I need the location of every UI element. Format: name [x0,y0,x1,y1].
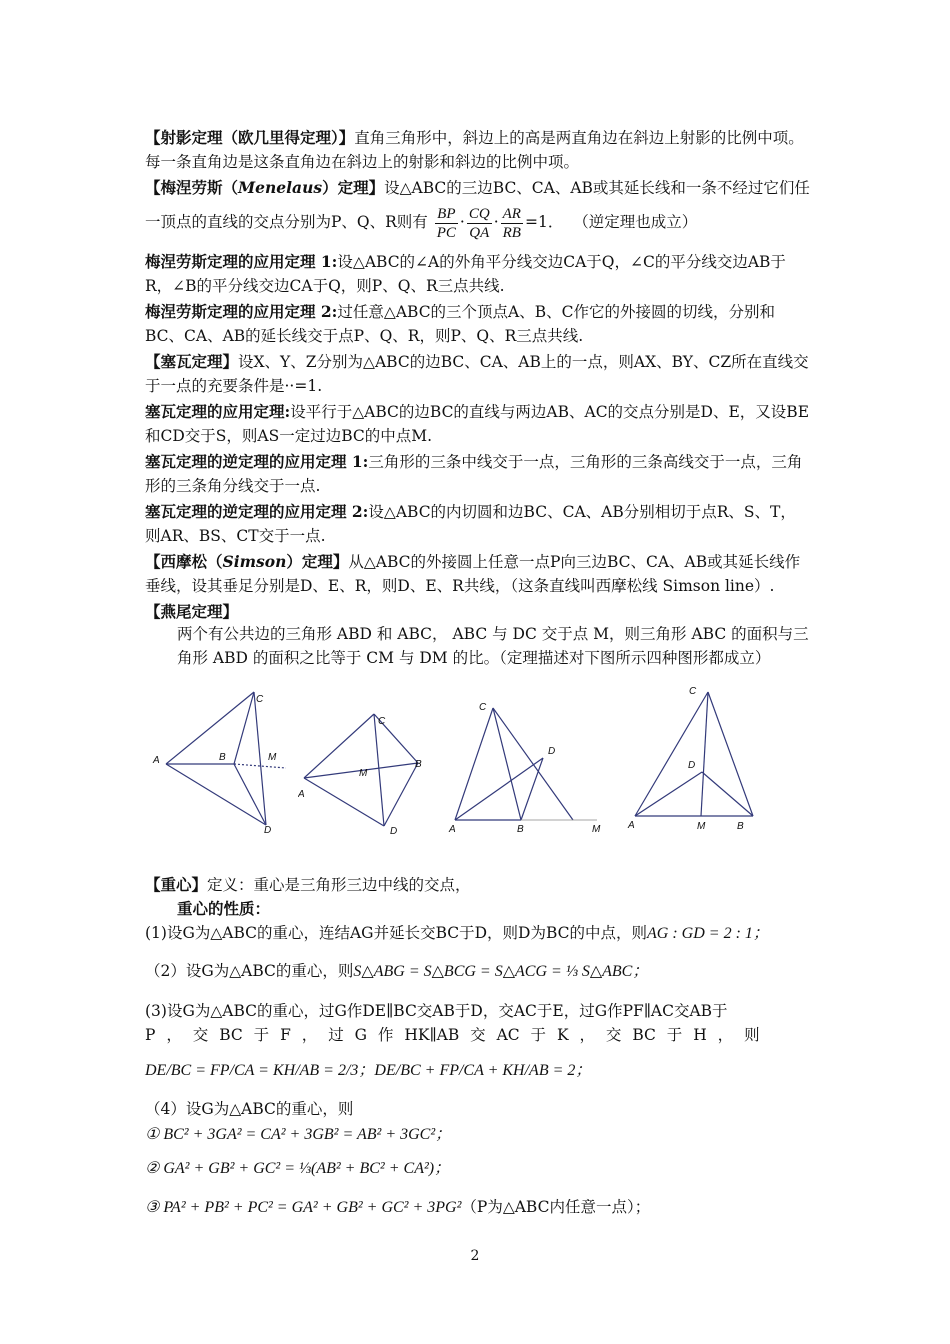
figure-2 [298,680,433,840]
simson-theorem [145,550,810,598]
simson-text: 从△ABC的外接圆上任意一点P向三边BC、CA、AB或其延长线作垂线，设其垂足分别是D、E、R，则D、E、R共线，（这条直线叫西摩松线 Simson line）. [145,553,801,595]
centroid-f3-line [145,1195,810,1220]
fig1-line-ac [166,692,254,764]
centroid-p2 [145,959,810,984]
fig3-label-b: B [517,824,524,835]
fig4-label-d: D [688,760,696,771]
swallowtail-title-line [145,600,810,624]
ceva-app-text: 设平行于△ABC的边BC的直线与两边AB、AC的交点分别是D、E，又设BE和CD交于S，则AS一定过边BC的中点M. [145,403,810,445]
centroid-def-line [145,873,810,897]
menelaus-eq-tail: =1． [524,213,564,231]
centroid-p2-formula: S△ABG = S△BCG = S△ACG = ⅓ S△ABC； [353,963,649,980]
fig3-line-md [521,758,543,820]
fig4-line-ad [635,772,702,816]
fig3-line-cm [493,708,521,820]
menelaus-app1-title: 梅涅劳斯定理的应用定理 1: [145,252,338,271]
fig1-label-b: B [219,752,226,763]
centroid-p3-formula: DE/BC = FP/CA = KH/AB = 2/3；DE/BC + FP/CA + KH/AB = 2； [145,1062,592,1079]
frac1-num: BP [435,205,458,224]
simson-title-pre: 【西摩松（ [145,552,223,571]
ceva-app-title: 塞瓦定理的应用定理: [145,402,291,421]
fig1-line-cb [234,692,254,764]
fig4-line-ac [635,692,708,816]
fig2-label-m: M [359,768,368,779]
fig3-line-ac [455,708,493,820]
fig2-label-a: A [298,789,305,800]
shadow-theorem-title: 【射影定理（欧几里得定理）】 [145,128,355,147]
simson-title-name: Simson [222,552,287,571]
figure-3 [445,680,610,840]
fig4-line-cm [701,692,708,816]
page-number: 2 [470,1248,480,1264]
fig3-label-d: D [548,746,556,757]
menelaus-text1: 设△ABC的三边BC、CA、AB或其延长线和一条不经过它们任 [384,179,810,197]
fig2-label-d: D [390,826,398,837]
fig4-label-m: M [697,821,706,832]
frac3-num: AR [502,205,521,222]
centroid-f1: ① BC² + 3GA² = CA² + 3GB² = AB² + 3GC²； [145,1126,452,1143]
centroid-p4: （4）设G为△ABC的重心，则 [145,1100,354,1118]
swallowtail-text: 两个有公共边的三角形 ABD 和 ABC， ABC 与 DC 交于点 M，则三角形 ABC 的面积与三角形 ABD 的面积之比等于 CM 与 DM 的比。（定理描述对下图所示四种图形都成立） [177,625,809,667]
figure-4 [625,680,760,840]
fig2-line-da [304,778,384,826]
menelaus-formula-line: 一顶点的直线的交点分别为P、Q、R则有 $\frac{BP}{PC}$ · $\frac{CQ}{QA}$ · $\frac{AR}{RB}$ =1． （逆定理也成立） [145,205,698,241]
menelaus-app2 [145,300,810,348]
fig3-label-a: A [449,824,456,835]
simson-title-post: ）定理】 [286,552,349,571]
fig1-label-m: M [268,752,277,763]
ceva-inv1-title: 塞瓦定理的逆定理的应用定理 1: [145,452,369,471]
frac2-num: CQ [468,205,490,222]
shadow-theorem [145,126,810,174]
centroid-p1 [145,921,825,946]
ceva-inv1-text: 三角形的三条中线交于一点，三角形的三条高线交于一点，三角形的三条角分线交于一点. [145,453,803,495]
menelaus-app2-text: 过任意△ABC的三个顶点A、B、C作它的外接圆的切线，分别和BC、CA、AB的延长线交于点P、Q、R，则P、Q、R三点共线. [145,303,776,345]
centroid-p1-text: (1)设G为△ABC的重心，连结AG并延长交BC于D，则D为BC的中点，则 [145,924,647,942]
fig1-label-a: A [153,755,160,766]
ceva-inv2-title: 塞瓦定理的逆定理的应用定理 2: [145,502,369,521]
centroid-p3-line1: (3)设G为△ABC的重心，过G作DE∥BC交AB于D，交AC于E，过G作PF∥AC交AB于 [145,1002,728,1020]
centroid-props-title [145,897,842,921]
ceva-title: 【塞瓦定理】 [145,352,239,371]
centroid-p2-text: （2）设G为△ABC的重心，则 [145,962,354,980]
menelaus-text2: 一顶点的直线的交点分别为P、Q、R则有 [145,213,428,231]
fig3-line-ad [455,758,543,820]
fig4-line-cb [708,692,753,816]
ceva-text: 设X、Y、Z分别为△ABC的边BC、CA、AB上的一点，则AX、BY、CZ所在直线交于一点的充要条件是··=1. [145,353,809,395]
fig4-label-c: C [689,686,697,697]
centroid-title: 【重心】 [145,875,208,894]
centroid-f2: ② GA² + GB² + GC² = ⅓(AB² + BC² + CA²)； [145,1160,451,1177]
fig2-label-b: B [415,759,422,770]
menelaus-app1-text: 设△ABC的∠A的外角平分线交边CA于Q，∠C的平分线交边AB于R，∠B的平分线交边CA于Q，则P、Q、R三点共线. [145,253,786,295]
menelaus-theorem [145,176,810,200]
frac-ar-rb [501,205,523,242]
fig3-line-cb [493,708,573,820]
centroid-props-title-text: 重心的性质： [177,899,271,918]
fig4-label-b: B [737,821,744,832]
fig2-line-bd [384,763,418,826]
fig1-label-c: C [256,694,264,705]
frac-cq-qa [467,205,492,242]
menelaus-app2-title: 梅涅劳斯定理的应用定理 2: [145,302,338,321]
frac-bp-pc [435,205,458,242]
ceva-inverse-app1 [145,450,810,498]
frac3-den: RB [502,224,521,241]
centroid-p3-line2: P ， 交 BC 于 F ， 过 G 作 HK∥AB 交 AC 于 K ， 交 BC 于 H ， 则 [145,1026,760,1044]
ceva-inverse-app2 [145,500,810,548]
fig3-label-c: C [479,702,487,713]
menelaus-title-post: ）定理】 [322,178,385,197]
centroid-f3: ③ PA² + PB² + PC² = GA² + GB² + GC² + 3PG² [145,1199,462,1216]
menelaus-app1 [145,250,810,298]
menelaus-title-pre: 【梅涅劳斯（ [145,178,239,197]
frac1-den: PC [436,224,456,241]
shadow-theorem-text: 直角三角形中，斜边上的高是两直角边在斜边上射影的比例中项。每一条直角边是这条直角边在斜边上的射影和斜边的比例中项。 [145,129,804,171]
ceva-app [145,400,810,448]
ceva-theorem [145,350,810,398]
centroid-p1-formula: AG : GD = 2 : 1； [647,925,769,942]
fig3-label-m: M [592,824,601,835]
fig2-label-c: C [378,716,386,727]
fig2-line-cd [374,714,384,826]
fig1-line-ad [166,764,266,825]
centroid-def: 定义：重心是三角形三边中线的交点， [207,876,471,894]
ceva-inv2-text: 设△ABC的内切圆和边BC、CA、AB分别相切于点R、S、T，则AR、BS、CT交于一点. [145,503,796,545]
fig4-label-a: A [628,820,635,831]
centroid-f3-note: （P为△ABC内任意一点）； [461,1198,651,1216]
figure-1 [150,680,290,840]
fig1-label-d: D [264,825,272,836]
menelaus-title-name: Menelaus [238,178,323,197]
swallowtail-title: 【燕尾定理】 [145,602,239,621]
frac2-den: QA [469,224,490,241]
menelaus-note: （逆定理也成立） [573,213,698,231]
